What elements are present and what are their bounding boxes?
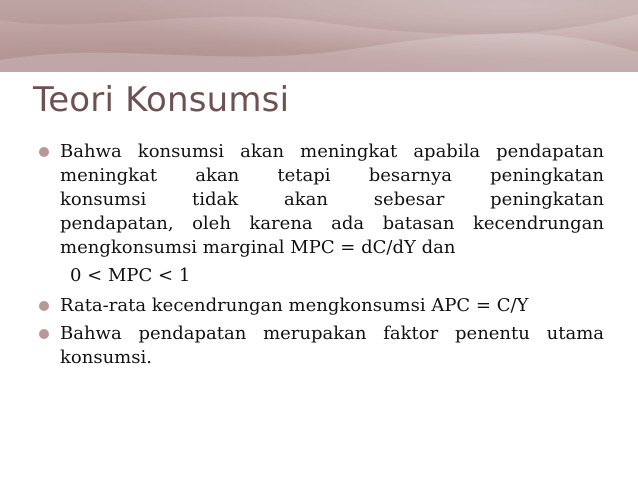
bullet-item-1 [38, 140, 604, 260]
bullet-1-line-5: mengkonsumsi marginal MPC = dC/dY dan [60, 237, 456, 258]
bullet-1-line-1: Bahwa konsumsi akan meningkat apabila pendapatan [60, 141, 604, 162]
bullet-3-line-2: konsumsi. [60, 347, 152, 368]
bullet-2-line-1: Rata-rata kecendrungan mengkonsumsi APC = C/Y [60, 295, 529, 316]
bullet-item-2 [38, 294, 604, 318]
bullet-1-line-4: pendapatan, oleh karena ada batasan kecendrungan [60, 213, 604, 234]
banner-texture [0, 0, 638, 72]
formula-line [38, 264, 604, 288]
mpc-range: 0 < MPC < 1 [70, 265, 191, 286]
bullet-item-3 [38, 322, 604, 370]
bullet-3-line-1: Bahwa pendapatan merupakan faktor penentu utama [60, 323, 604, 344]
bullet-list [38, 140, 604, 370]
bullet-icon [39, 301, 49, 311]
bullet-icon [39, 329, 49, 339]
slide-title: Teori Konsumsi [33, 80, 290, 120]
bullet-icon [39, 147, 49, 157]
bullet-1-line-2: meningkat akan tetapi besarnya peningkatan [60, 165, 604, 186]
bullet-1-line-3: konsumsi tidak akan sebesar peningkatan [60, 189, 604, 210]
decorative-banner [0, 0, 638, 72]
